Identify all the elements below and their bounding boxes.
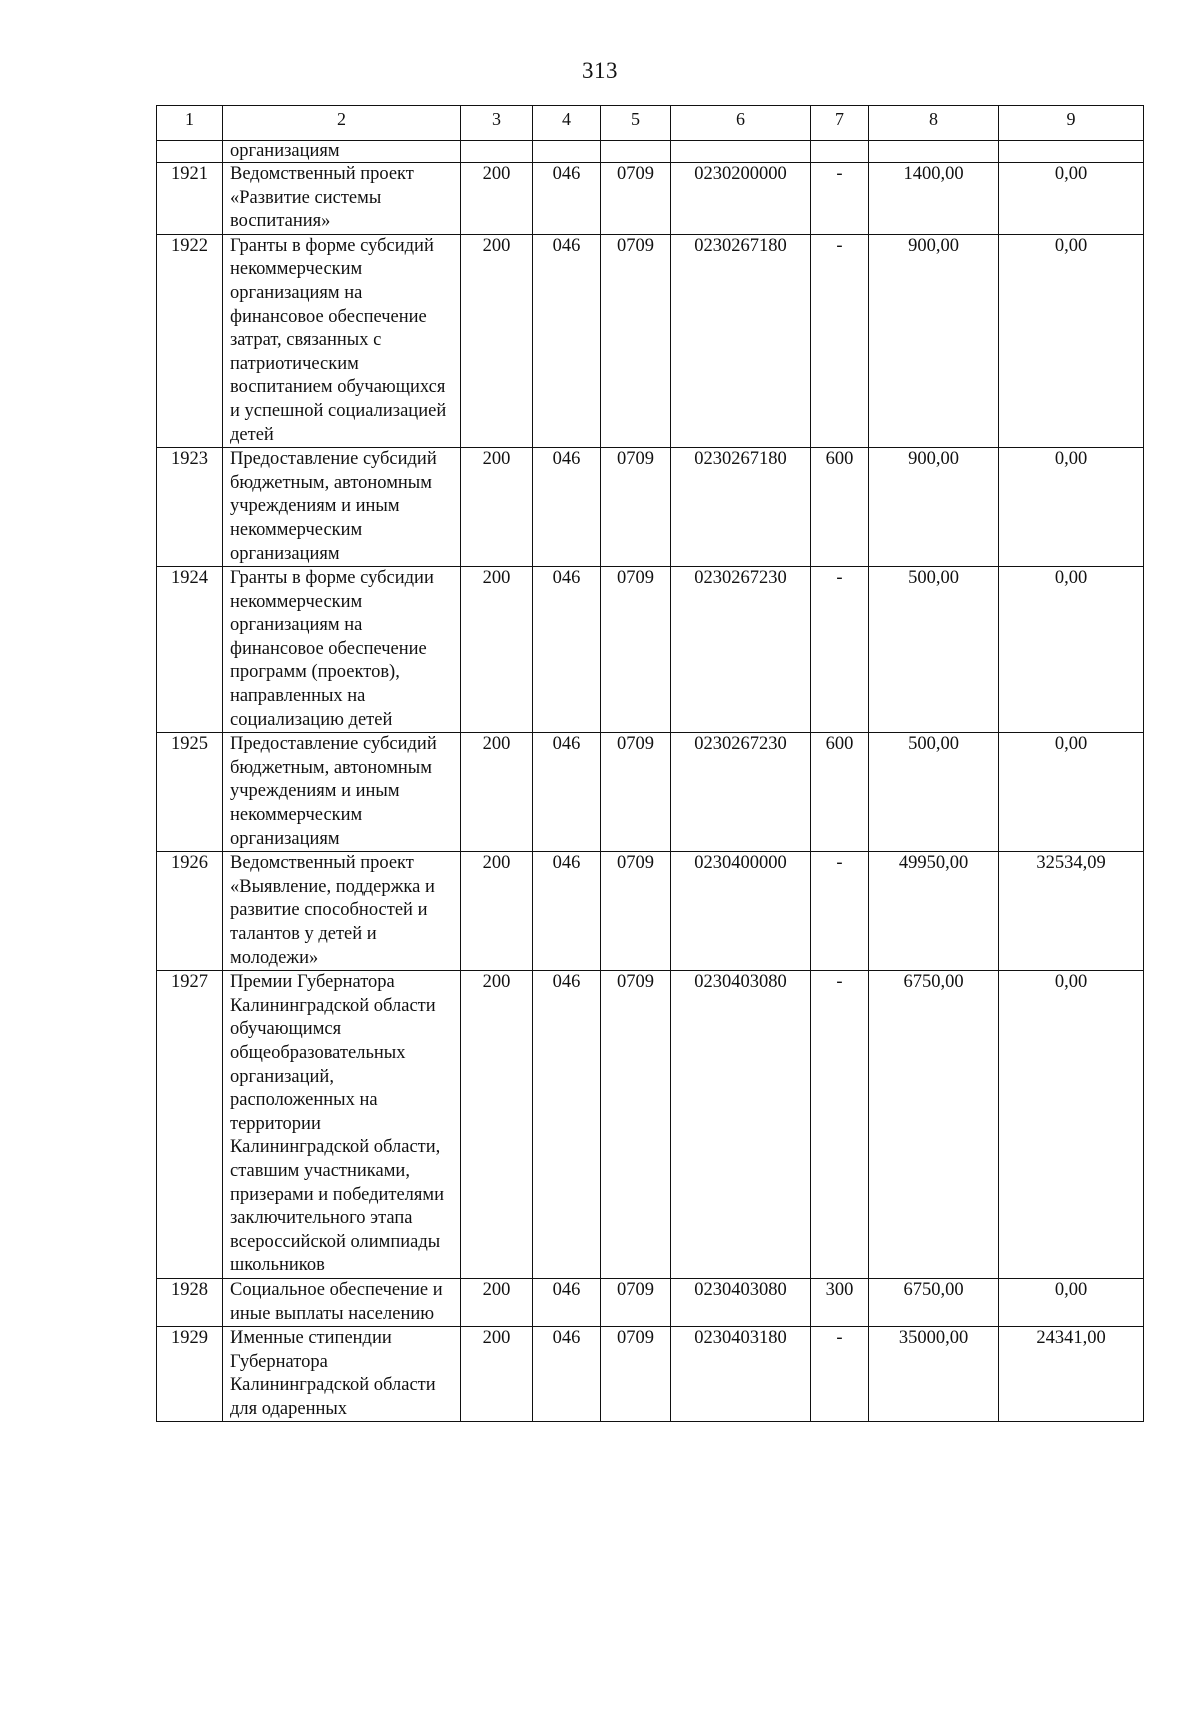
row-number-cell: 1925 (157, 733, 223, 852)
row-amount-8-cell: 900,00 (869, 234, 999, 447)
row-amount-9-cell: 0,00 (999, 733, 1144, 852)
row-amount-8-cell: 1400,00 (869, 163, 999, 235)
row-code-7-cell: - (811, 567, 869, 733)
row-name-cell: Ведомственный проект «Развитие системы воспитания» (223, 163, 461, 235)
row-code-7-cell: 300 (811, 1278, 869, 1326)
row-name-cell: Именные стипендии Губернатора Калининградской области для одаренных (223, 1327, 461, 1422)
row-amount-9-cell: 0,00 (999, 448, 1144, 567)
row-number-cell: 1922 (157, 234, 223, 447)
row-name-cell: Ведомственный проект «Выявление, поддержка и развитие способностей и талантов у детей и молодежи» (223, 852, 461, 971)
carryover-cell-1 (157, 141, 223, 163)
row-amount-8-cell: 6750,00 (869, 1278, 999, 1326)
row-code-7-cell: 600 (811, 448, 869, 567)
row-code-4-cell: 046 (533, 733, 601, 852)
row-code-4-cell: 046 (533, 448, 601, 567)
row-code-5-cell: 0709 (601, 1327, 671, 1422)
row-code-3-cell: 200 (461, 163, 533, 235)
carryover-row (157, 141, 1144, 163)
table-row (157, 234, 1144, 447)
row-code-7-cell: - (811, 971, 869, 1279)
row-code-6-cell: 0230267180 (671, 448, 811, 567)
row-code-5-cell: 0709 (601, 448, 671, 567)
row-number-cell: 1927 (157, 971, 223, 1279)
row-code-4-cell: 046 (533, 1278, 601, 1326)
row-name-cell: Предоставление субсидий бюджетным, автономным учреждениям и иным некоммерческим организациям (223, 448, 461, 567)
row-number-cell: 1921 (157, 163, 223, 235)
row-code-7-cell: - (811, 163, 869, 235)
col-header-8: 8 (869, 106, 999, 141)
row-code-3-cell: 200 (461, 448, 533, 567)
row-code-4-cell: 046 (533, 234, 601, 447)
row-code-3-cell: 200 (461, 852, 533, 971)
carryover-cell-4 (533, 141, 601, 163)
row-code-3-cell: 200 (461, 234, 533, 447)
row-code-7-cell: 600 (811, 733, 869, 852)
carryover-text: организациям (223, 141, 461, 163)
col-header-6: 6 (671, 106, 811, 141)
row-code-3-cell: 200 (461, 1278, 533, 1326)
header-row (157, 106, 1144, 141)
row-code-6-cell: 0230267230 (671, 567, 811, 733)
row-amount-8-cell: 6750,00 (869, 971, 999, 1279)
row-code-6-cell: 0230267230 (671, 733, 811, 852)
table-row (157, 733, 1144, 852)
table-row (157, 567, 1144, 733)
row-name-cell: Социальное обеспечение и иные выплаты населению (223, 1278, 461, 1326)
budget-table (156, 105, 1144, 1422)
row-code-4-cell: 046 (533, 567, 601, 733)
row-amount-9-cell: 0,00 (999, 971, 1144, 1279)
row-code-5-cell: 0709 (601, 1278, 671, 1326)
row-code-6-cell: 0230403080 (671, 971, 811, 1279)
col-header-3: 3 (461, 106, 533, 141)
row-number-cell: 1923 (157, 448, 223, 567)
row-code-4-cell: 046 (533, 1327, 601, 1422)
col-header-5: 5 (601, 106, 671, 141)
row-amount-9-cell: 32534,09 (999, 852, 1144, 971)
table-row (157, 1327, 1144, 1422)
row-code-3-cell: 200 (461, 1327, 533, 1422)
row-amount-9-cell: 0,00 (999, 234, 1144, 447)
table-body (157, 141, 1144, 1422)
row-code-7-cell: - (811, 234, 869, 447)
carryover-cell-5 (601, 141, 671, 163)
col-header-2: 2 (223, 106, 461, 141)
col-header-9: 9 (999, 106, 1144, 141)
row-code-4-cell: 046 (533, 852, 601, 971)
row-code-3-cell: 200 (461, 971, 533, 1279)
row-code-6-cell: 0230403080 (671, 1278, 811, 1326)
row-code-6-cell: 0230200000 (671, 163, 811, 235)
row-name-cell: Гранты в форме субсидий некоммерческим организациям на финансовое обеспечение затрат, связанных с патриотическим воспитанием обучающихся и успешной социализацией детей (223, 234, 461, 447)
row-code-7-cell: - (811, 852, 869, 971)
table-row (157, 852, 1144, 971)
carryover-cell-9 (999, 141, 1144, 163)
row-amount-8-cell: 500,00 (869, 733, 999, 852)
row-number-cell: 1928 (157, 1278, 223, 1326)
col-header-7: 7 (811, 106, 869, 141)
col-header-1: 1 (157, 106, 223, 141)
table-row (157, 448, 1144, 567)
page-number: 313 (582, 58, 618, 83)
row-amount-9-cell: 0,00 (999, 567, 1144, 733)
row-name-cell: Предоставление субсидий бюджетным, автономным учреждениям и иным некоммерческим организациям (223, 733, 461, 852)
carryover-cell-8 (869, 141, 999, 163)
row-code-6-cell: 0230267180 (671, 234, 811, 447)
row-code-7-cell: - (811, 1327, 869, 1422)
carryover-cell-7 (811, 141, 869, 163)
row-code-3-cell: 200 (461, 733, 533, 852)
row-amount-8-cell: 500,00 (869, 567, 999, 733)
table-row (157, 1278, 1144, 1326)
row-code-5-cell: 0709 (601, 567, 671, 733)
table-row (157, 163, 1144, 235)
carryover-cell-6 (671, 141, 811, 163)
row-amount-8-cell: 900,00 (869, 448, 999, 567)
row-code-4-cell: 046 (533, 163, 601, 235)
row-amount-9-cell: 0,00 (999, 163, 1144, 235)
row-code-3-cell: 200 (461, 567, 533, 733)
row-code-5-cell: 0709 (601, 234, 671, 447)
row-number-cell: 1926 (157, 852, 223, 971)
row-code-6-cell: 0230403180 (671, 1327, 811, 1422)
row-number-cell: 1929 (157, 1327, 223, 1422)
table-row (157, 971, 1144, 1279)
carryover-cell-3 (461, 141, 533, 163)
row-number-cell: 1924 (157, 567, 223, 733)
row-amount-9-cell: 0,00 (999, 1278, 1144, 1326)
row-amount-9-cell: 24341,00 (999, 1327, 1144, 1422)
row-amount-8-cell: 35000,00 (869, 1327, 999, 1422)
row-code-5-cell: 0709 (601, 852, 671, 971)
row-name-cell: Гранты в форме субсидии некоммерческим организациям на финансовое обеспечение программ (проектов), направленных на социализацию детей (223, 567, 461, 733)
row-code-6-cell: 0230400000 (671, 852, 811, 971)
row-name-cell: Премии Губернатора Калининградской области обучающимся общеобразовательных организаций, расположенных на территории Калининградской области, ставшим участниками, призерами и победителями заключительного этапа всероссийской олимпиады школьников (223, 971, 461, 1279)
row-code-5-cell: 0709 (601, 163, 671, 235)
col-header-4: 4 (533, 106, 601, 141)
row-code-5-cell: 0709 (601, 971, 671, 1279)
row-code-5-cell: 0709 (601, 733, 671, 852)
row-code-4-cell: 046 (533, 971, 601, 1279)
row-amount-8-cell: 49950,00 (869, 852, 999, 971)
